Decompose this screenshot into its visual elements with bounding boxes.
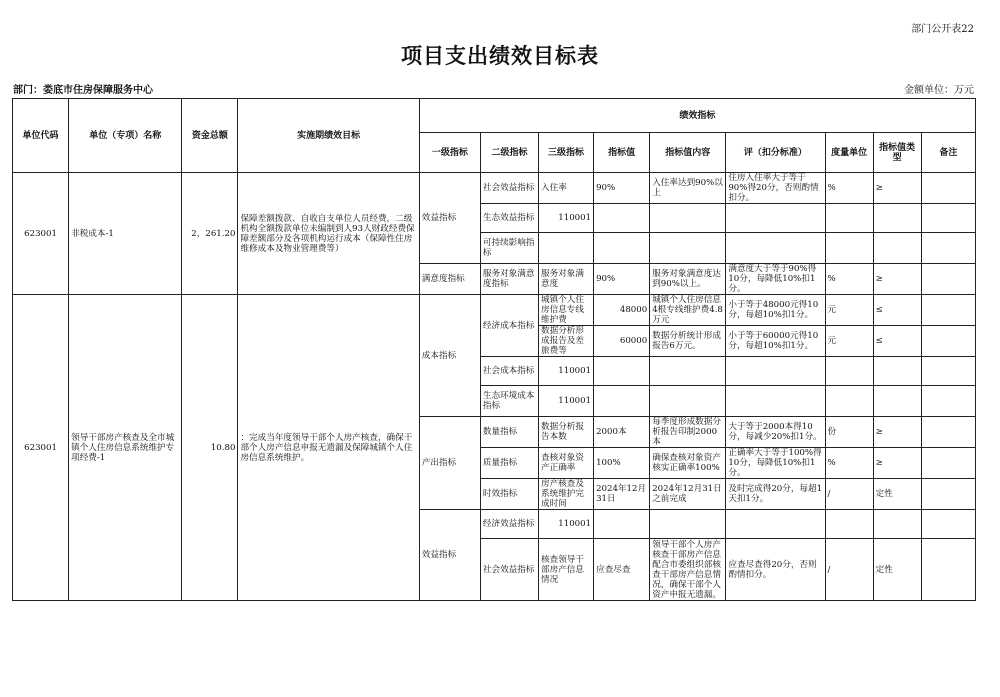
col-standard: 评（扣分标准） (726, 133, 825, 173)
cell-level3: 110001 (539, 386, 594, 417)
cell-type: ≤ (873, 326, 921, 357)
project1-amount: 2，261.20 (182, 173, 238, 295)
col-level2: 二级指标 (480, 133, 538, 173)
cell-value: 2000本 (594, 417, 650, 448)
cell-type: 定性 (873, 539, 921, 601)
corner-label: 部门公开表22 (911, 24, 974, 35)
department-label: 部门：娄底市住房保障服务中心 (13, 85, 153, 96)
cell-unit: 份 (825, 417, 873, 448)
performance-table (12, 98, 976, 601)
project2-goal: ：完成当年度领导干部个人房产核查，确保干部个人房产信息申报无遗漏及保障城镇个人住房信息系统维护。 (238, 295, 419, 601)
cell-level2: 服务对象满意度指标 (480, 264, 538, 295)
col-total-funds: 资金总额 (182, 99, 238, 173)
project1-level1-benefit: 效益指标 (419, 173, 480, 264)
cell-value: 60000 (594, 326, 650, 357)
cell-unit: / (825, 479, 873, 510)
cell-level3: 数据分析形成报告及差旅费等 (539, 326, 594, 357)
col-remark: 备注 (921, 133, 975, 173)
project2-level1-output: 产出指标 (419, 417, 480, 510)
cell-content: 入住率达到90%以上 (650, 173, 726, 204)
cell-standard: 满意度大于等于90%得10分，每降低10%扣1分。 (726, 264, 825, 295)
col-goal: 实施期绩效目标 (238, 99, 419, 173)
col-unit-code: 单位代码 (13, 99, 69, 173)
amount-unit-label: 金额单位：万元 (904, 85, 974, 96)
cell-content: 城镇个人住房信息4根专线维护费4.8万元 (650, 295, 726, 326)
cell-type: 定性 (873, 479, 921, 510)
col-indicators: 绩效指标 (419, 99, 975, 133)
cell-type: ≥ (873, 417, 921, 448)
table-row (13, 173, 976, 204)
cell-level3: 查核对象资产正确率 (539, 448, 594, 479)
cell-level3: 入住率 (539, 173, 594, 204)
cell-type: ≥ (873, 173, 921, 204)
cell-level2: 经济效益指标 (480, 510, 538, 539)
cell-unit: / (825, 539, 873, 601)
col-level1: 一级指标 (419, 133, 480, 173)
cell-level2: 可持续影响指标 (480, 233, 538, 264)
project1-level1-satisfaction: 满意度指标 (419, 264, 480, 295)
col-level3: 三级指标 (539, 133, 594, 173)
project2-amount: 10.80 (182, 295, 238, 601)
project2-code: 623001 (13, 295, 69, 601)
cell-level2: 社会效益指标 (480, 173, 538, 204)
table-row (13, 295, 976, 326)
cell-content: 数据分析统计形成报告6万元。 (650, 326, 726, 357)
cell-content: 领导干部个人房产核查干部房产信息配合市委组织部核查干部房产信息情况，确保干部个人资产申报无遗漏。 (650, 539, 726, 601)
cell-standard: 小于等于48000元得10分，每超10%扣1分。 (726, 295, 825, 326)
project2-level1-benefit: 效益指标 (419, 510, 480, 601)
cell-level2: 生态效益指标 (480, 204, 538, 233)
cell-value: 应查尽查 (594, 539, 650, 601)
cell-level2: 时效指标 (480, 479, 538, 510)
cell-content: 确保查核对象资产核实正确率100% (650, 448, 726, 479)
cell-level3: 核查领导干部房产信息情况 (539, 539, 594, 601)
cell-type: ≤ (873, 295, 921, 326)
cell-type: ≥ (873, 448, 921, 479)
cell-standard: 住房入住率大于等于90%得20分，否则酌情扣分。 (726, 173, 825, 204)
project1-goal: 保障差额拨款、自收自支单位人员经费，二级机构全额拨款单位未编制到人93人财政经费保障差额部分及各项机构运行成本（保障性住房维修成本及物业管理费等） (238, 173, 419, 295)
page-title: 项目支出绩效目标表 (401, 43, 599, 68)
cell-content: 每季度形成数据分析报告印制2000本 (650, 417, 726, 448)
cell-content: 2024年12月31日之前完成 (650, 479, 726, 510)
cell-unit: 元 (825, 295, 873, 326)
cell-standard: 正确率大于等于100%得10分，每降低10%扣1分。 (726, 448, 825, 479)
cell-value: 90% (594, 173, 650, 204)
cell-unit: % (825, 173, 873, 204)
cell-level3: 110001 (539, 357, 594, 386)
cell-level2: 社会成本指标 (480, 357, 538, 386)
cell-value: 2024年12月31日 (594, 479, 650, 510)
cell-unit: % (825, 448, 873, 479)
cell-standard: 大于等于2000本得10分，每减少20%扣1分。 (726, 417, 825, 448)
project2-level1-cost: 成本指标 (419, 295, 480, 417)
cell-level3: 数据分析报告本数 (539, 417, 594, 448)
cell-remark (921, 173, 975, 204)
cell-unit: % (825, 264, 873, 295)
cell-value: 48000 (594, 295, 650, 326)
cell-unit: 元 (825, 326, 873, 357)
cell-level2: 生态环境成本指标 (480, 386, 538, 417)
cell-value: 90% (594, 264, 650, 295)
cell-level3: 服务对象满意度 (539, 264, 594, 295)
cell-type: ≥ (873, 264, 921, 295)
cell-standard: 小于等于60000元得10分，每超10%扣1分。 (726, 326, 825, 357)
col-measure-unit: 度量单位 (825, 133, 873, 173)
project1-code: 623001 (13, 173, 69, 295)
col-value: 指标值 (594, 133, 650, 173)
cell-level2: 质量指标 (480, 448, 538, 479)
cell-value: 100% (594, 448, 650, 479)
cell-level2: 数量指标 (480, 417, 538, 448)
cell-level3: 城镇个人住房信息专线维护费 (539, 295, 594, 326)
cell-level2: 经济成本指标 (480, 295, 538, 357)
cell-standard: 应查尽查得20分，否则酌情扣分。 (726, 539, 825, 601)
cell-content: 服务对象满意度达到90%以上。 (650, 264, 726, 295)
project1-name: 非税成本-1 (69, 173, 182, 295)
cell-level3: 110001 (539, 204, 594, 233)
cell-level2: 社会效益指标 (480, 539, 538, 601)
cell-standard: 及时完成得20分，每超1天扣1分。 (726, 479, 825, 510)
col-unit-name: 单位（专项）名称 (69, 99, 182, 173)
project2-name: 领导干部房产核查及全市城镇个人住房信息系统维护专项经费-1 (69, 295, 182, 601)
col-value-type: 指标值类型 (873, 133, 921, 173)
cell-level3: 房产核查及系统维护完成时间 (539, 479, 594, 510)
col-content: 指标值内容 (650, 133, 726, 173)
cell-level3: 110001 (539, 510, 594, 539)
